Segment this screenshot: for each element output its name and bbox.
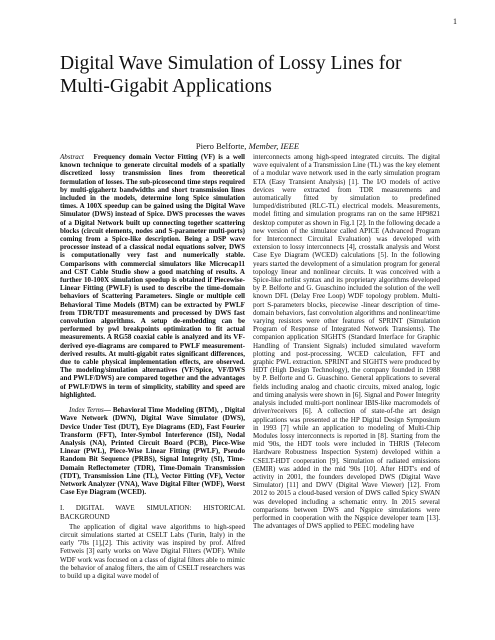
abstract bbox=[60, 153, 245, 399]
paper-title: Digital Wave Simulation of Lossy Lines for Multi-Gigabit Applications bbox=[60, 53, 402, 97]
right-column bbox=[253, 153, 440, 530]
index-terms-text: Behavioral Time Modeling (BTM), , Digital Wave Network (DWN), Digital Wave Simulator (DWS), Device Under Test (DUT), Eye Diagrams (ED), Fast Fourier Transform (FFT), Inter-Symbol Interference (ISI), Nodal Analysis (NA), Printed Circuit Board (PCB), Piece-Wise Linear (PWL), Piece-Wise Linear Fitting (PWLF), Pseudo Random Bit Sequence (PRBS), Signal Integrity (SI), Time-Domain Reflectometer (TDR), Time-Domain Transmission (TDT), Transmission Line (TL), Vector Fitting (VF), Vector Network Analyzer (VNA), Wave Digital Filter (WDF), Worst Case Eye Diagram (WCED). bbox=[60, 406, 245, 497]
section-heading: I. DIGITAL WAVE SIMULATION: HISTORICAL BACKGROUND bbox=[60, 504, 245, 521]
page-number: 1 bbox=[453, 17, 457, 26]
left-column bbox=[60, 153, 245, 580]
author-line bbox=[0, 141, 495, 151]
author-name: Piero Belforte, bbox=[195, 141, 247, 151]
abstract-text: Frequency domain Vector Fitting (VF) is a well known technique to generate circuital models of a spatially discretized lossy transmission lines from theoretical formulation of losses. The sub-picosecond time steps required by multi-gigahertz bandwidths and short transmission lines included in the models, determine long Spice simulation times. A 100X speedup can be gained using the Digital Wave Simulator (DWS) instead of Spice. DWS processes the waves of a Digital Network built up connecting together scattering blocks (circuit elements, nodes and S-parameter multi-ports) coming from a Spice-like description. Being a DSP wave processor instead of a classical nodal equations solver, DWS is computationally very fast and numerically stable. Comparisons with commercial simulators like Microcap11 and CST Cable Studio show a good matching of results. A further 10-100X simulation speedup is obtained if Piecewise-Linear Fitting (PWLF) is used to describe the time-domain behaviors of Scattering Parameters. Single or multiple cell Behavioral Time Models (BTM) can be extracted by PWLF from TDR/TDT measurements and processed by DWS fast convolution algorithms. A setup de-embedding can be performed by pwl breakpoints optimization to fit actual measurements. A RG58 coaxial cable is analyzed and its VF-derived eye-diagrams are compared to PWLF measurement-derived results. At multi-gigabit rates significant differences, due to cable physical implementation effects, are observed. The modeling/simulation alternatives (VF/Spice, VF/DWS and PWLF/DWS) are compared together and the advantages of PWLF/DWS in term of simplicity, stability and speed are highlighted. bbox=[60, 153, 245, 399]
index-terms: Index Terms— Behavioral Time Modeling (BTM), , Digital Wave Network (DWN), Digital Wave Simulator (DWS), Device Under Test (DUT), Eye Diagrams (ED), Fast Fourier Transform (FFT), Inter-Symbol Interference (ISI), Nodal Analysis (NA), Printed Circuit Board (PCB), Piece-Wise Linear (PWL), Piece-Wise Linear Fitting (PWLF), Pseudo Random Bit Sequence (PRBS), Signal Integrity (SI), Time-Domain Reflectometer (TDR), Time-Domain Transmission (TDT), Transmission Line (TL), Vector Fitting (VF), Vector Network Analyzer (VNA), Wave Digital Filter (WDF), Worst Case Eye Diagram (WCED). bbox=[60, 406, 245, 497]
section-paragraph: The application of digital wave algorithms to high-speed circuit simulations started at CSELT Labs (Turin, Italy) in the early '70s [1],[2]. This activity was inspired by prof. Alfred Fettweis [3] early works on Wave Digital Filters (WDF). While WDF work was focused on a class of digital filters able to mimic the behavior of analog filters, the aim of CSELT researchers was to build up a digital wave model of bbox=[60, 522, 245, 580]
body-paragraph: interconnects among high-speed integrated circuits. The digital wave equivalent of a Transmission Line (TL) was the key element of a modular wave network used in the early simulation program ETA (Easy Transient Analysis) [1]. The I/O models of active devices were extracted from TDR measurements and automatically fitted by simulation to predefined lumped/distributed (RLC-TL) electrical models. Measurements, model fitting and simulation programs ran on the same HP9821 desktop computer as shown in Fig.1 [2]. In the following decade a new version of the simulator called APICE (Advanced Program for Interconnect Circuital Evaluation) was developed with extension to lossy interconnects [4], crosstalk analysis and Worst Case Eye Diagram (WCED) calculations [5]. In the following years started the development of a simulation program for general topology linear and nonlinear circuits. It was conceived with a Spice-like netlist syntax and its proprietary algorithms developed by P. Belforte and G. Guaschino included the solution of the well known DFL (Delay Free Loop) WDF topology problem. Multi-port S-parameters blocks, piecewise -linear description of time-domain behaviors, fast convolution algorithms and nonlinear/time varying resistors were other features of SPRINT (Simulation Program of Response of Integrated Network Transients). The companion application SIGHTS (Standard Interface for Graphic Handling of Transient Signals) included simulated waveform plotting and post-processing. WCED calculation, FFT and graphic PWL extraction. SPRINT and SIGHTS were produced by HDT (High Design Technology), the company founded in 1988 by P. Belforte and G. Guaschino. General applications to several fields including analog and chaotic circuits, mixed analog, logic and timing analysis were shown in [6]. Signal and Power Integrity analysis included multi-port nonlinear IBIS-like macromodels of driver/receivers [6]. A collection of state-of-the art design applications was presented at the HP Digital Design Symposium in 1993 [7] while an application to modeling of Multi-Chip Modules lossy interconnects is reported in [8]. Starting from the mid '90s, the HDT tools were included in THRIS (Telecom Hardware Robustness Inspection System) developed within a CSELT-HDT cooperation [9]. Simulation of radiated emissions (EMIR) was added in the mid '90s [10]. After HDT's end of activity in 2001, the founders developed DWS (Digital Wave Simulator) [11] and DWV (Digital Wave Viewer) [12]. From 2012 to 2015 a cloud-based version of DWS called Spicy SWAN was developed including a schematic entry. In 2015 several comparisons between DWS and Ngspice simulations were performed in cooperation with the Ngspice developer team [13]. The advantages of DWS applied to PEEC modeling have bbox=[253, 153, 440, 531]
index-terms-label: Index Terms bbox=[69, 406, 104, 415]
abstract-label: Abstract bbox=[60, 153, 84, 161]
author-affiliation: Member, IEEE bbox=[248, 141, 300, 151]
